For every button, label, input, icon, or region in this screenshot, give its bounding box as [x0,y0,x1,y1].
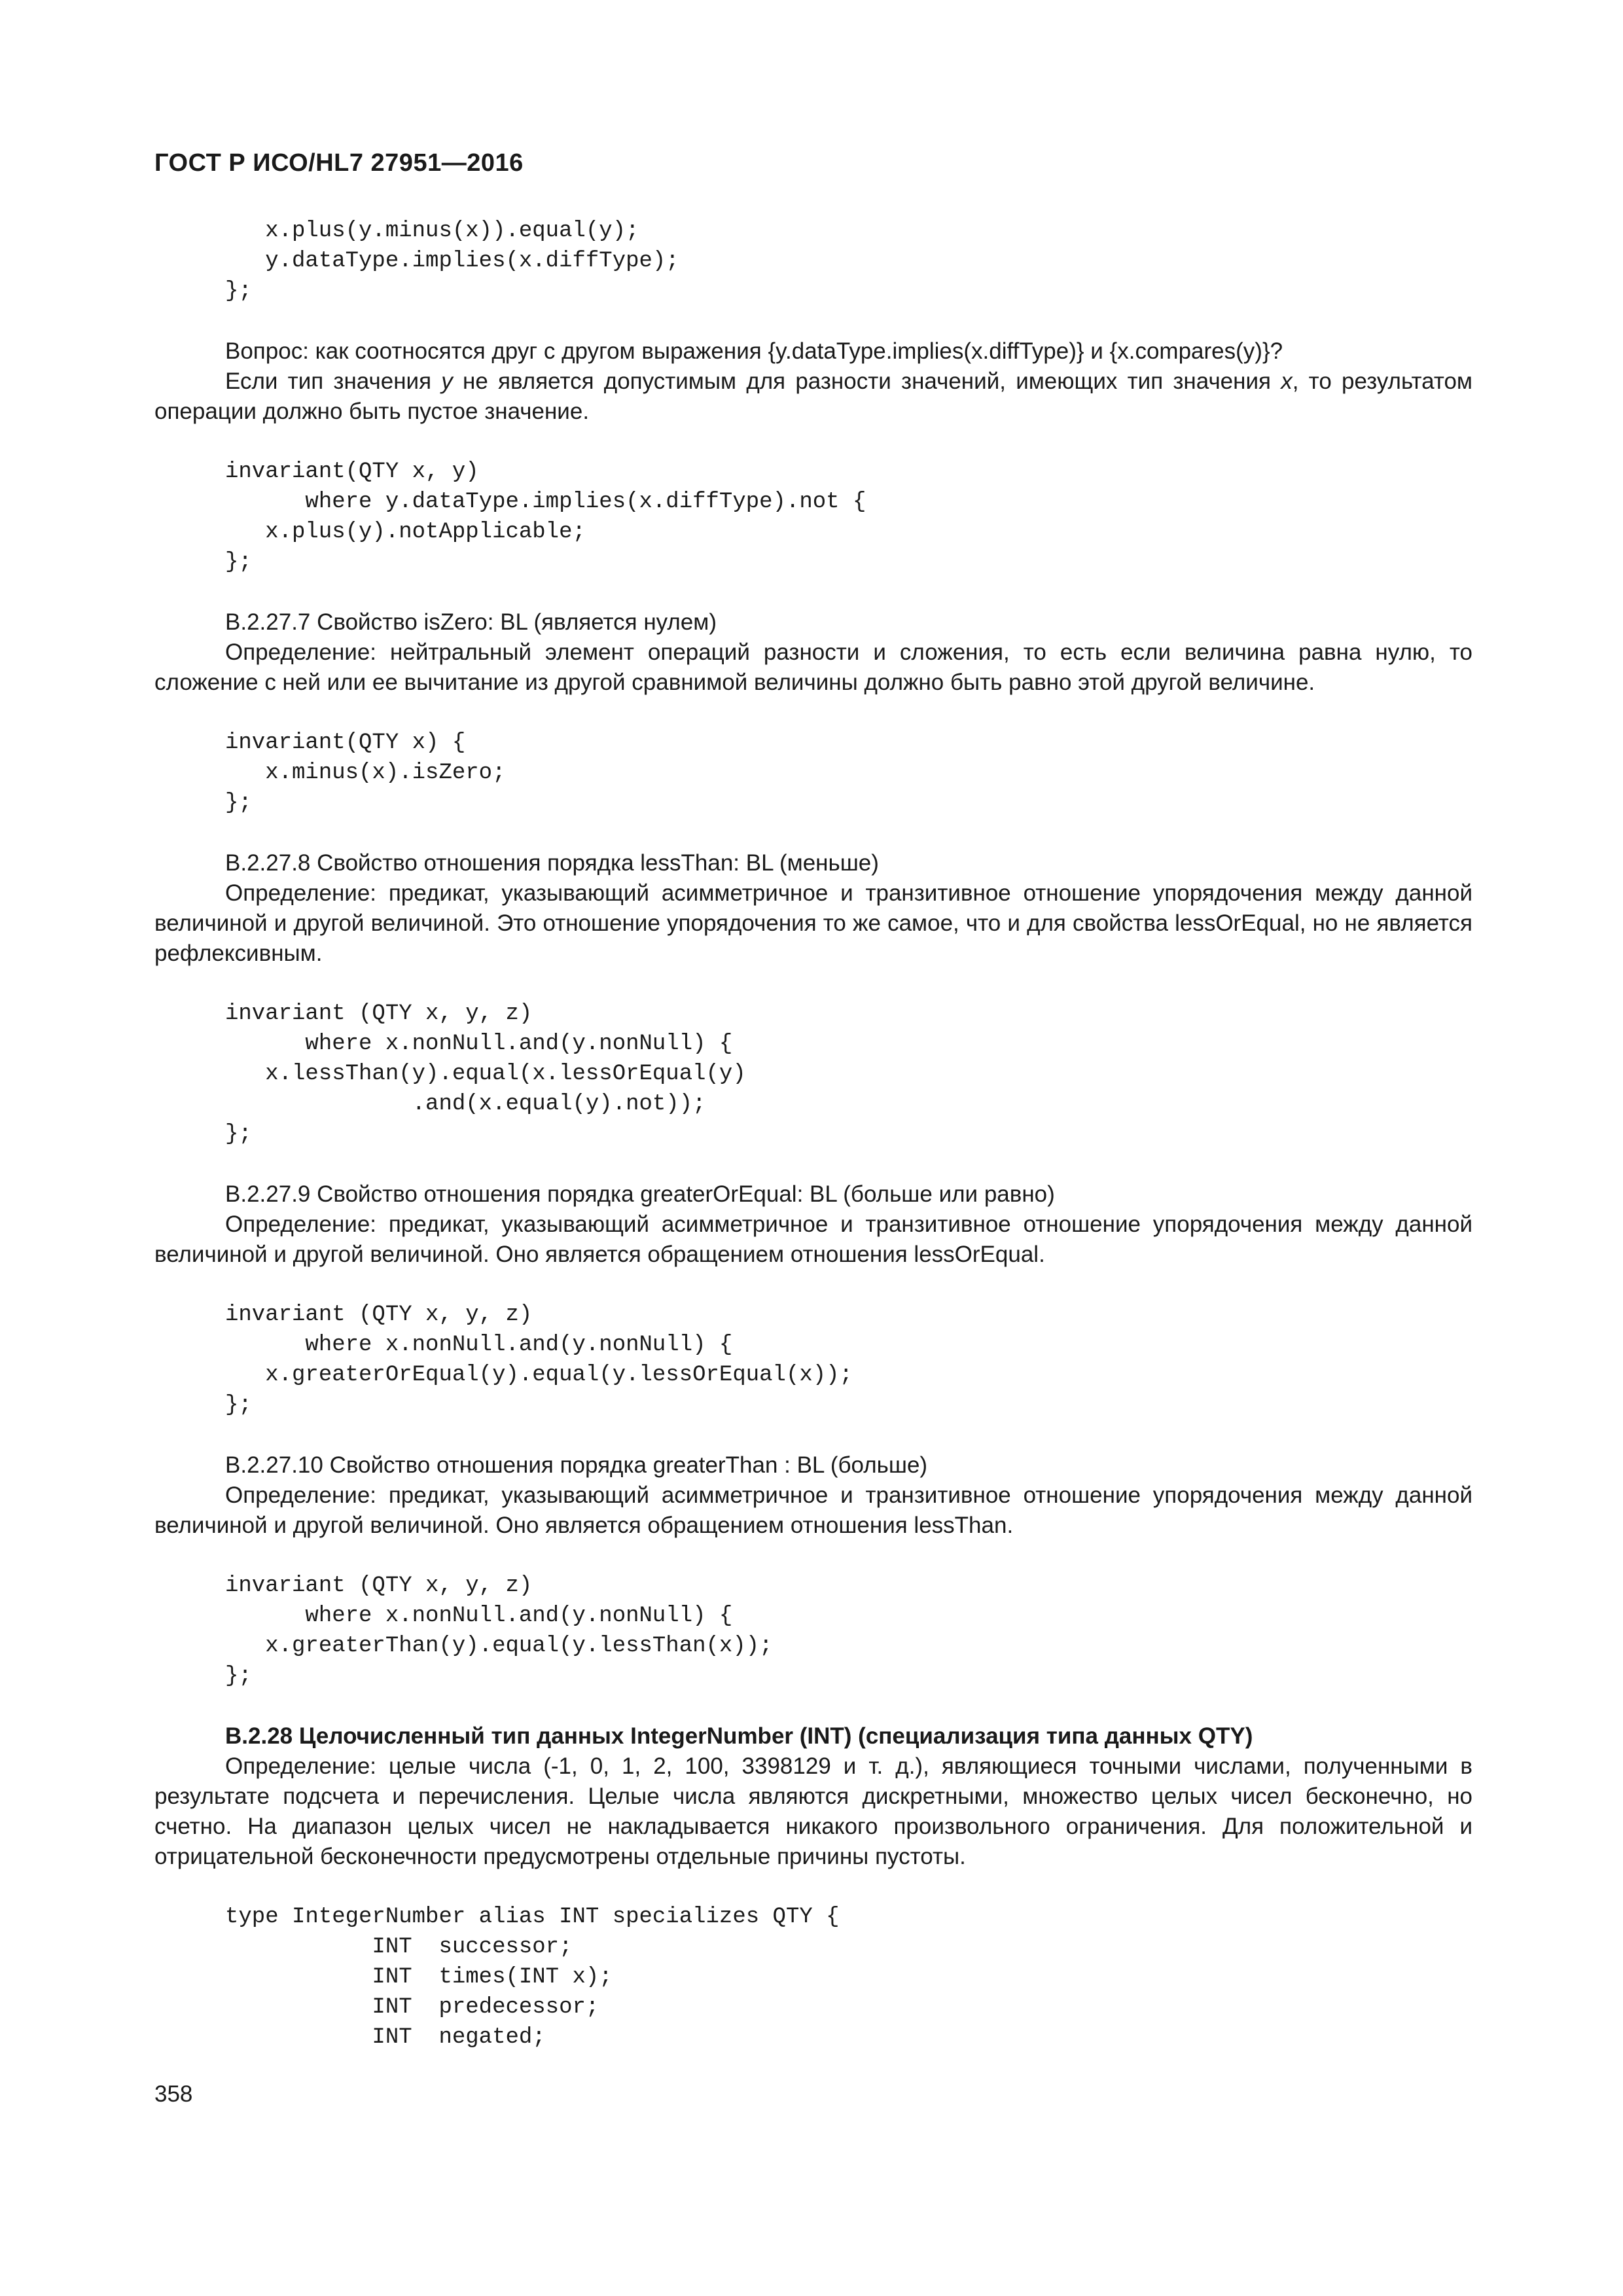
section-title-is-zero: B.2.27.7 Свойство isZero: BL (является нулем) [225,609,717,635]
section-title-greater-than: B.2.27.10 Свойство отношения порядка greaterThan : BL (больше) [225,1452,928,1478]
section-title-integer-number: B.2.28 Целочисленный тип данных IntegerNumber (INT) (специализация типа данных QTY) [225,1723,1253,1749]
code-block-integer-number-type: type IntegerNumber alias INT specializes QTY { INT successor; INT times(INT x); INT predecessor; INT negated; [225,1905,840,2050]
page-number: 358 [154,2081,193,2107]
paragraph-text: Если тип значения [225,368,442,394]
document-header: ГОСТ Р ИСО/HL7 27951—2016 [154,149,524,177]
code-block-less-than: invariant (QTY x, y, z) where x.nonNull.and(y.nonNull) { x.lessThan(y).equal(x.lessOrEqual(y) .and(x.equal(y).not)); }; [225,1001,746,1147]
code-block-greater-than: invariant (QTY x, y, z) where x.nonNull.and(y.nonNull) { x.greaterThan(y).equal(y.lessThan(x)); }; [225,1573,773,1689]
code-block-greater-or-equal: invariant (QTY x, y, z) where x.nonNull.and(y.nonNull) { x.greaterOrEqual(y).equal(y.lessOrEqual(x)); }; [225,1302,853,1418]
section-title-less-than: B.2.27.8 Свойство отношения порядка lessThan: BL (меньше) [225,850,879,876]
code-block-continuation: x.plus(y.minus(x)).equal(y); y.dataType.implies(x.diffType); }; [225,219,679,304]
definition-integer-number: Определение: целые числа (-1, 0, 1, 2, 100, 3398129 и т. д.), являющиеся точными числами, полученными в результате подсчета и перечисления. Целые числа являются дискретными, множество целых чисел бесконечно, но счетно. На диапазон целых чисел не накладывается никакого произвольного ограничения. Для положительной и отрицательной бесконечности предусмотрены отдельные причины пустоты. [154,1753,1472,1869]
code-block-not-applicable: invariant(QTY x, y) where y.dataType.implies(x.diffType).not { x.plus(y).notApplicable; }; [225,459,866,575]
definition-is-zero: Определение: нейтральный элемент операций разности и сложения, то есть если величина равна нулю, то сложение с ней или ее вычитание из другой сравнимой величины должно быть равно этой другой величине. [154,639,1472,695]
document-body [154,216,1472,2053]
variable-y: y [441,368,453,394]
paragraph-text: не является допустимым для разности значений, имеющих тип значения [452,368,1281,394]
variable-x: x [1281,368,1293,394]
definition-less-than: Определение: предикат, указывающий асимметричное и транзитивное отношение упорядочения между данной величиной и другой величиной. Это отношение упорядочения то же самое, что и для свойства lessOrEqual, но не является рефлексивным. [154,880,1472,966]
paragraph-empty-value [154,367,1472,427]
code-block-is-zero: invariant(QTY x) { x.minus(x).isZero; }; [225,730,506,816]
section-title-greater-or-equal: B.2.27.9 Свойство отношения порядка greaterOrEqual: BL (больше или равно) [225,1181,1055,1207]
definition-greater-or-equal: Определение: предикат, указывающий асимметричное и транзитивное отношение упорядочения между данной величиной и другой величиной. Оно является обращением отношения lessOrEqual. [154,1211,1472,1267]
paragraph-text: , то результатом операции должно быть пустое значение. [154,368,1472,424]
definition-greater-than: Определение: предикат, указывающий асимметричное и транзитивное отношение упорядочения между данной величиной и другой величиной. Оно является обращением отношения lessThan. [154,1482,1472,1538]
question-paragraph: Вопрос: как соотносятся друг с другом выражения {y.dataType.implies(x.diffType)} и {x.compares(y)}? [225,338,1283,364]
